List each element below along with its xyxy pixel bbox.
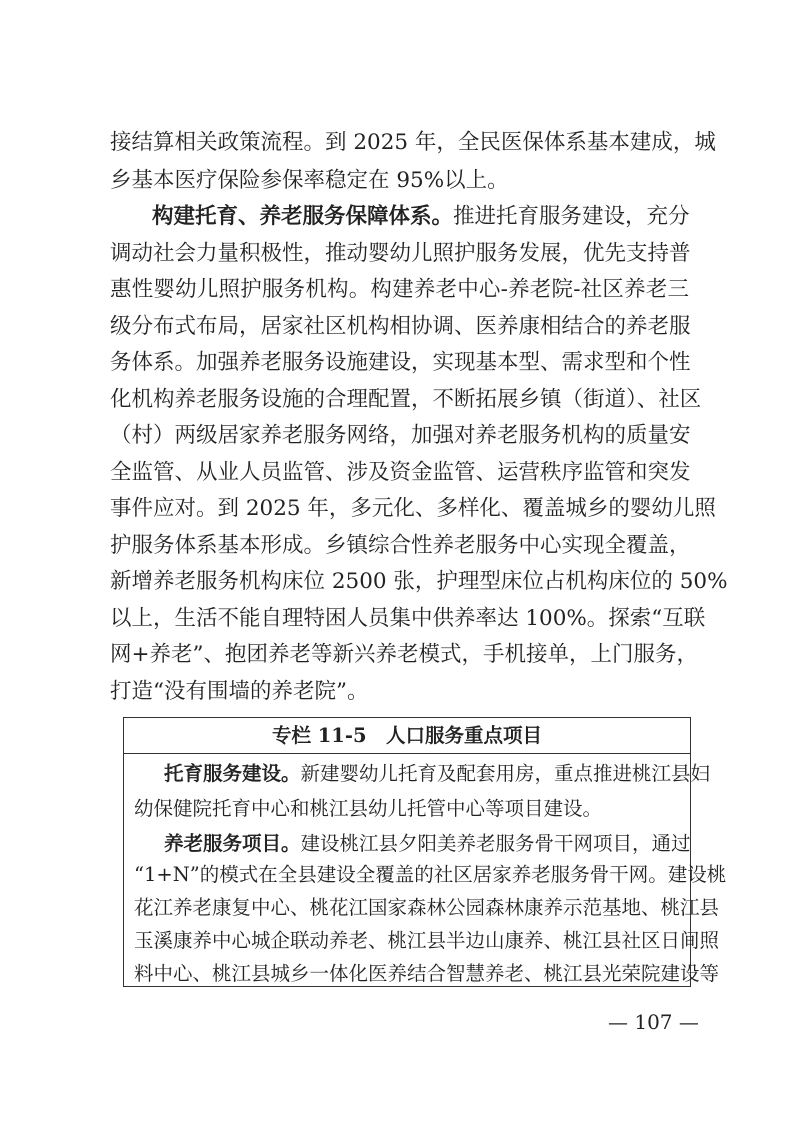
body-line: 新增养老服务机构床位 2500 张，护理型床位占机构床位的 50% <box>110 569 728 594</box>
body-line: 乡基本医疗保险参保率稳定在 95%以上。 <box>110 168 509 193</box>
body-line: 全监管、从业人员监管、涉及资金监管、运营秩序监管和突发 <box>110 460 691 485</box>
section-heading-line <box>152 203 689 231</box>
body-line: 接结算相关政策流程。到 2025 年，全民医保体系基本建成，城 <box>110 130 716 155</box>
page-number: — 107 — <box>608 1010 699 1034</box>
body-line: 事件应对。到 2025 年，多元化、多样化、覆盖城乡的婴幼儿照 <box>110 496 716 521</box>
body-line: 打造“没有围墙的养老院”。 <box>110 679 369 704</box>
section-heading: 构建托育、养老服务保障体系。 <box>152 204 454 229</box>
box-line: 玉溪康养中心城企联动养老、桃江县半边山康养、桃江县社区日间照 <box>134 929 720 952</box>
body-line: 调动社会力量积极性，推动婴幼儿照护服务发展，优先支持普 <box>110 241 691 266</box>
box-paragraph-heading: 养老服务项目。 <box>164 832 301 855</box>
body-line: 务体系。加强养老服务设施建设，实现基本型、需求型和个性 <box>110 350 691 375</box>
box-line: 料中心、桃江县城乡一体化医养结合智慧养老、桃江县光荣院建设等 <box>134 962 720 985</box>
body-line: 化机构养老服务设施的合理配置，不断拓展乡镇（街道）、社区 <box>110 387 702 412</box>
body-line: 级分布式布局，居家社区机构相协调、医养康相结合的养老服 <box>110 314 691 339</box>
body-line: 护服务体系基本形成。乡镇综合性养老服务中心实现全覆盖， <box>110 533 691 558</box>
box-text-span: 建设桃江县夕阳美养老服务骨干网项目，通过 <box>300 832 691 855</box>
body-line: 惠性婴幼儿照护服务机构。构建养老中心-养老院-社区养老三 <box>110 277 689 302</box>
box-line: “1+N”的模式在全县建设全覆盖的社区居家养老服务骨干网。建设桃 <box>134 863 727 886</box>
box-paragraph-heading: 托育服务建设。 <box>164 762 301 785</box>
box-line: 幼保健院托育中心和桃江县幼儿托管中心等项目建设。 <box>134 797 603 820</box>
body-line: 以上，生活不能自理特困人员集中供养率达 100%。探索“互联 <box>110 606 706 631</box>
body-text-span: 推进托育服务建设，充分 <box>453 204 690 229</box>
body-line: （村）两级居家养老服务网络，加强对养老服务机构的质量安 <box>110 423 691 448</box>
box-line: 花江养老康复中心、桃花江国家森林公园森林康养示范基地、桃江县 <box>134 896 720 919</box>
feature-box <box>123 717 727 987</box>
box-paragraph-first-line <box>164 761 711 787</box>
body-line: 网+养老”、抱团养老等新兴养老模式，手机接单，上门服务， <box>110 642 699 667</box>
box-paragraph-first-line <box>164 831 691 857</box>
box-text-span: 新建婴幼儿托育及配套用房，重点推进桃江县妇 <box>300 762 711 785</box>
feature-box-title: 专栏 11-5 人口服务重点项目 <box>124 718 690 754</box>
